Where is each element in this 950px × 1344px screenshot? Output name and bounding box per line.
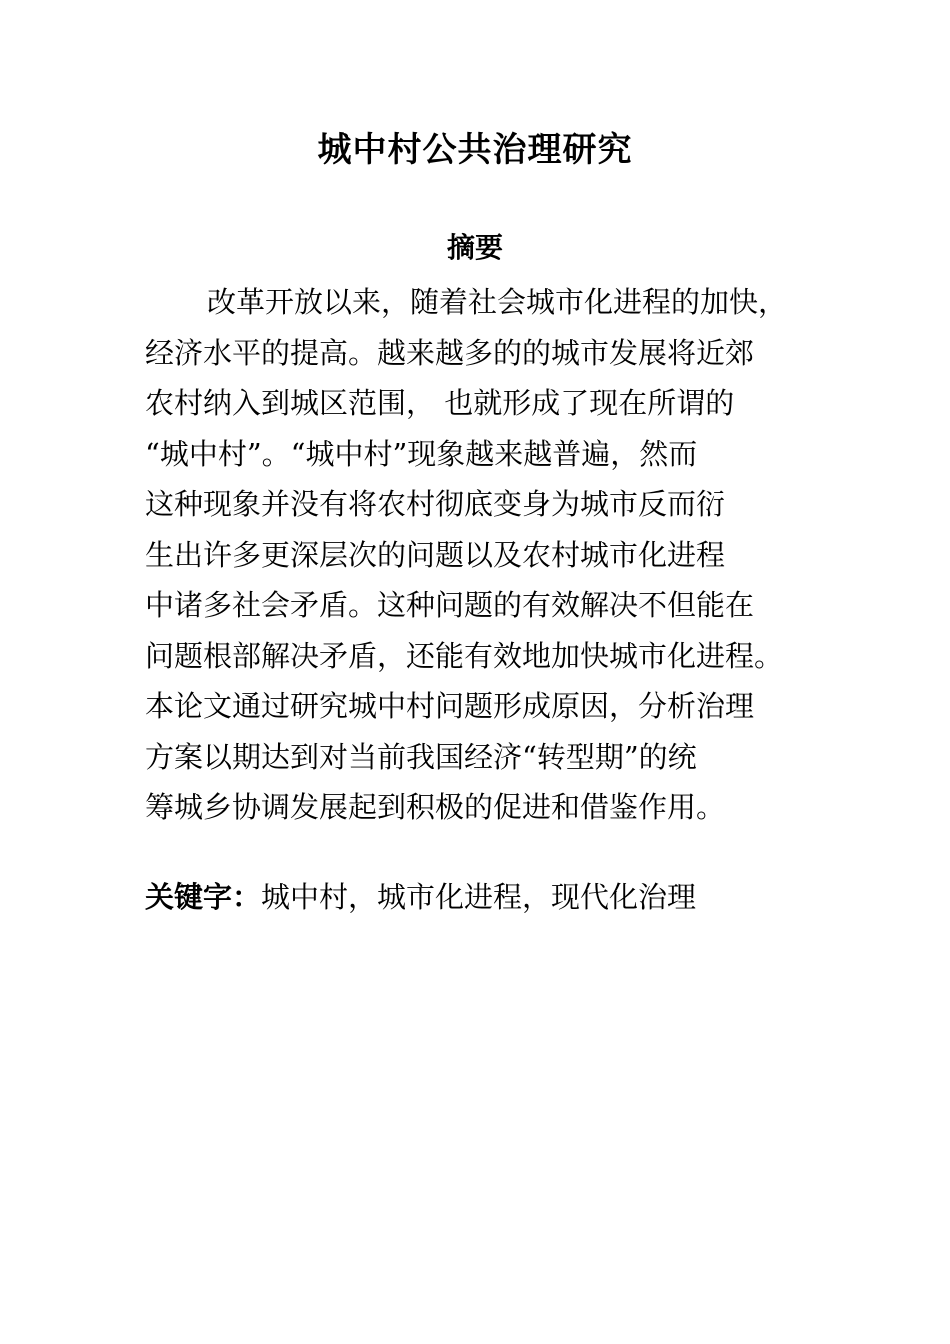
abstract-line: 筹城乡协调发展起到积极的促进和借鉴作用。 <box>145 790 726 824</box>
abstract-line: 中诸多社会矛盾。这种问题的有效解决不但能在 <box>145 588 755 622</box>
abstract-line: 改革开放以来，随着社会城市化进程的加快， <box>207 285 788 319</box>
abstract-line: 问题根部解决矛盾，还能有效地加快城市化进程。 <box>145 638 784 673</box>
document-title: 城中村公共治理研究 <box>317 130 633 170</box>
abstract-line: 这种现象并没有将农村彻底变身为城市反而衍 <box>145 487 726 521</box>
abstract-line: 经济水平的提高。越来越多的的城市发展将近郊 <box>145 335 755 370</box>
abstract-line: 本论文通过研究城中村问题形成原因，分析治理 <box>145 689 755 723</box>
abstract-line: “城中村”。“城中村”现象越来越普遍，然而 <box>145 436 698 471</box>
keywords-label: 关键字： <box>145 880 262 914</box>
abstract-line: 农村纳入到城区范围， 也就形成了现在所谓的 <box>145 386 735 420</box>
abstract-heading: 摘要 <box>446 231 503 264</box>
abstract-body <box>145 277 845 833</box>
abstract-line: 生出许多更深层次的问题以及农村城市化进程 <box>145 537 726 572</box>
abstract-line: 方案以期达到对当前我国经济“转型期”的统 <box>145 739 697 774</box>
keywords-line <box>145 872 696 922</box>
keywords-value: 城中村，城市化进程，现代化治理 <box>261 880 697 914</box>
